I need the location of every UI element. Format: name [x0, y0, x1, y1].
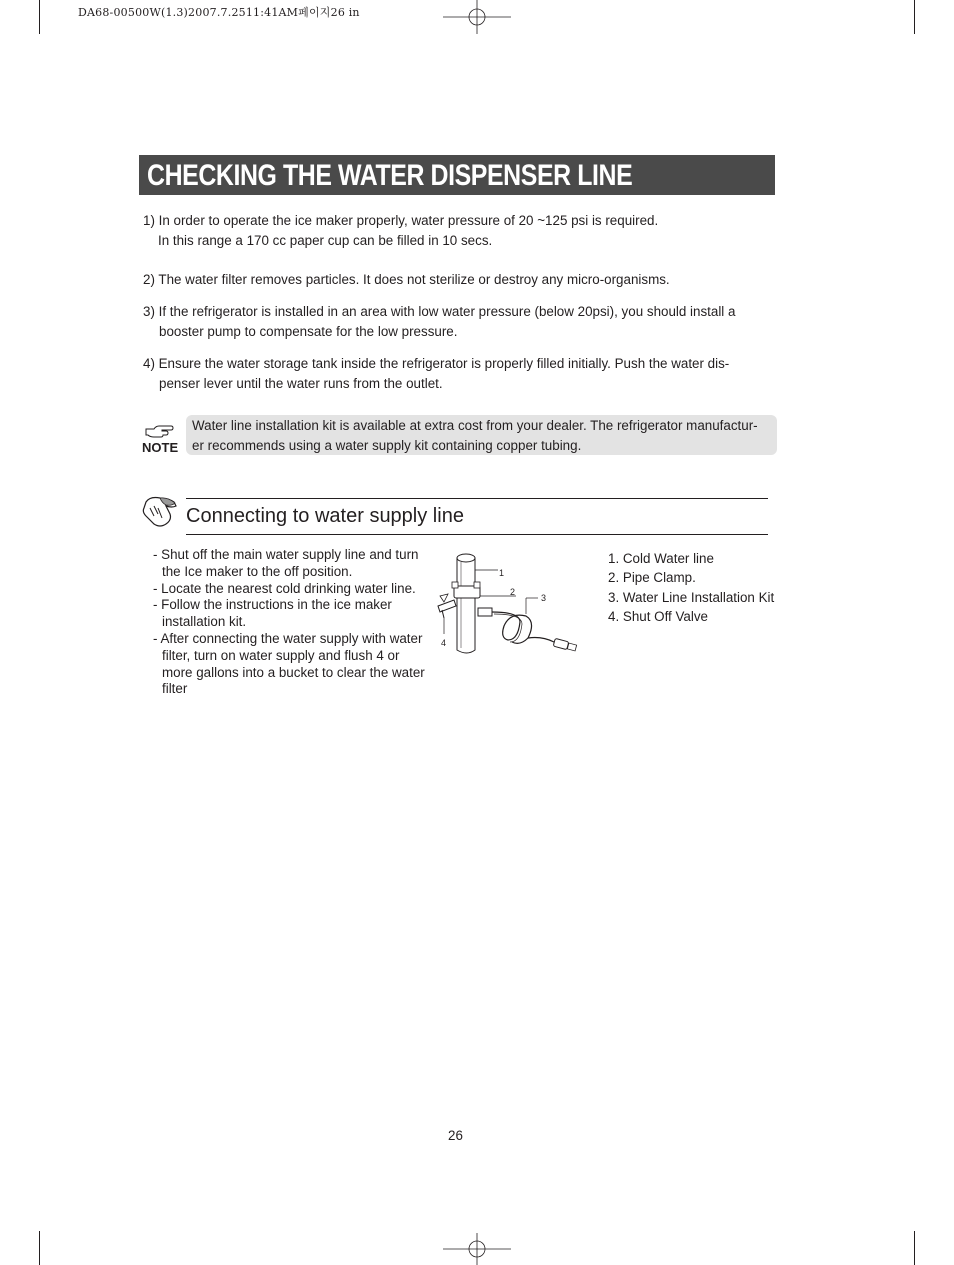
- crop-mark-br-v: [914, 1231, 915, 1265]
- page-title: CHECKING THE WATER DISPENSER LINE: [147, 159, 633, 192]
- diagram-label-2: 2: [510, 587, 516, 597]
- crop-mark-tr-v: [914, 0, 915, 34]
- section-rule-bottom: [186, 534, 768, 535]
- note-label: NOTE: [142, 440, 179, 455]
- paragraph-1: 1) In order to operate the ice maker properly, water pressure of 20 ~125 psi is required. In this range a 170 cc paper cup can be filled in 10 secs.: [143, 213, 659, 248]
- note-text: Water line installation kit is available at extra cost from your dealer. The refrigerator manufactur- er recommends using a water supply kit containing copper tubing.: [192, 418, 758, 453]
- list-item-cont: filter, turn on water supply and flush 4 or: [162, 647, 400, 663]
- crop-mark-bl-v: [39, 1231, 40, 1265]
- list-item-cont: more gallons into a bucket to clear the water: [162, 664, 425, 680]
- paragraph-2: 2) The water filter removes particles. It does not sterilize or destroy any micro-organisms.: [143, 272, 670, 287]
- paragraph-3: 3) If the refrigerator is installed in an area with low water pressure (below 20psi), you should install a booster pump to compensate for the low pressure.: [143, 304, 736, 339]
- list-item: - After connecting the water supply with water: [153, 630, 423, 646]
- diagram-label-3: 3: [541, 593, 547, 603]
- instruction-list: [153, 547, 443, 698]
- list-item-cont: installation kit.: [162, 614, 247, 630]
- list-item: - Locate the nearest cold drinking water line.: [153, 580, 416, 596]
- water-line-diagram: [430, 552, 586, 658]
- note-box: [186, 415, 777, 455]
- print-header: DA68-00500W(1.3)2007.7.2511:41AM페이지26 in: [78, 6, 360, 19]
- registration-mark-bottom: [443, 1231, 513, 1265]
- paragraph-4: 4) Ensure the water storage tank inside the refrigerator is properly filled initially. Push the water dis- penser lever until the water runs from the outlet.: [143, 356, 730, 391]
- list-item: - Follow the instructions in the ice maker: [153, 597, 392, 613]
- diagram-legend: [608, 549, 774, 627]
- legend-item: 1. Cold Water line: [608, 551, 714, 566]
- section-rule-top: [186, 498, 768, 499]
- diagram-label-4: 4: [441, 638, 447, 648]
- registration-mark-top: [443, 0, 513, 36]
- legend-item: 3. Water Line Installation Kit: [608, 589, 775, 605]
- list-item-cont: filter: [162, 681, 188, 697]
- legend-item: 2. Pipe Clamp.: [608, 570, 696, 586]
- page-title-bar: [139, 155, 775, 195]
- list-item: - Shut off the main water supply line and turn: [153, 547, 419, 562]
- list-item-cont: the Ice maker to the off position.: [162, 563, 353, 579]
- section-title: Connecting to water supply line: [186, 505, 464, 527]
- page-number: 26: [448, 1128, 463, 1143]
- crop-mark-tl-v: [39, 0, 40, 34]
- hand-pointer-icon: [140, 494, 180, 530]
- legend-item: 4. Shut Off Valve: [608, 609, 708, 625]
- diagram-label-1: 1: [499, 568, 505, 578]
- pointing-hand-icon: [144, 423, 174, 439]
